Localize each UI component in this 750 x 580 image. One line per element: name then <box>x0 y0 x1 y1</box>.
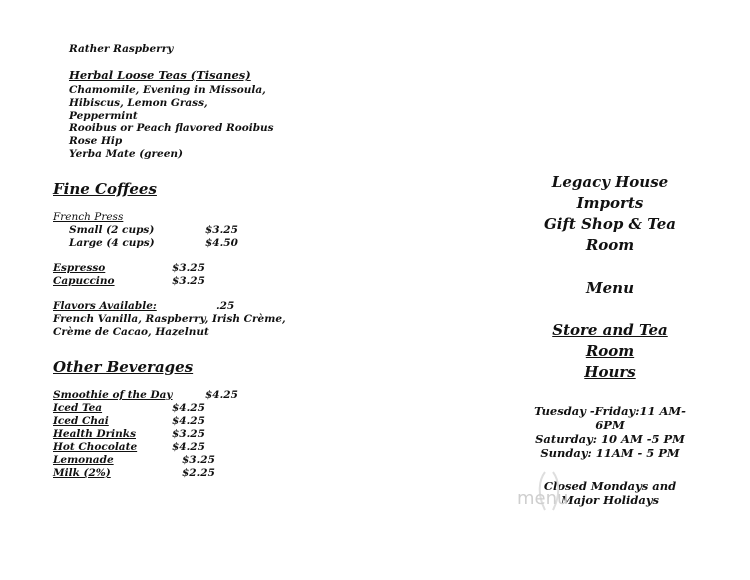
beverage-price: $4.25 <box>172 402 205 414</box>
title-line: Legacy House <box>551 173 669 191</box>
herbal-line: Rose Hip <box>69 135 123 147</box>
beverage-label: Health Drinks <box>53 428 136 440</box>
business-title <box>495 172 725 256</box>
hours-line: Tuesday -Friday:11 AM- <box>534 404 686 418</box>
beverage-price: $2.25 <box>182 467 215 479</box>
hours-heading <box>495 320 725 383</box>
beverage-label: Iced Chai <box>53 415 109 427</box>
flavors-line: Crème de Cacao, Hazelnut <box>53 326 209 338</box>
hours-title-line: Store and Tea <box>552 321 668 339</box>
large-price: $4.50 <box>205 237 238 249</box>
beverage-price: $4.25 <box>205 389 238 401</box>
menu-heading: Menu <box>586 279 634 297</box>
hours-title-line: Room <box>585 342 635 360</box>
beverage-price: $4.25 <box>172 441 205 453</box>
rather-raspberry: Rather Raspberry <box>69 43 174 55</box>
beverage-price: $3.25 <box>182 454 215 466</box>
closed-line: Major Holidays <box>561 493 659 507</box>
title-line: Gift Shop & Tea <box>543 215 677 233</box>
hours-line: Saturday: 10 AM -5 PM <box>535 432 685 446</box>
herbal-line: Chamomile, Evening in Missoula, <box>69 84 266 96</box>
beverage-label: Lemonade <box>53 454 114 466</box>
title-line: Imports <box>576 194 644 212</box>
beverage-price: $4.25 <box>172 415 205 427</box>
beverage-label: Milk (2%) <box>53 467 111 479</box>
watermark-text: menu <box>517 488 569 509</box>
capuccino-label: Capuccino <box>53 275 115 287</box>
herbal-line: Yerba Mate (green) <box>69 148 184 160</box>
flavors-price: .25 <box>216 300 235 312</box>
espresso-label: Espresso <box>53 262 106 274</box>
espresso-price: $3.25 <box>172 262 205 274</box>
other-beverages-heading: Other Beverages <box>53 358 194 376</box>
large-label: Large (4 cups) <box>69 237 155 249</box>
herbal-line: Peppermint <box>69 110 138 122</box>
closed-line: Closed Mondays and <box>543 479 677 493</box>
small-price: $3.25 <box>205 224 238 236</box>
french-press-heading: French Press <box>53 211 124 223</box>
hours-title-line: Hours <box>584 363 636 381</box>
beverage-label: Hot Chocolate <box>53 441 138 453</box>
capuccino-price: $3.25 <box>172 275 205 287</box>
herbal-teas-heading: Herbal Loose Teas (Tisanes) <box>69 68 251 82</box>
flavors-line: French Vanilla, Raspberry, Irish Crème, <box>53 313 286 325</box>
beverage-label: Iced Tea <box>53 402 103 414</box>
herbal-line: Hibiscus, Lemon Grass, <box>69 97 208 109</box>
beverage-price: $3.25 <box>172 428 205 440</box>
hours-line: 6PM <box>595 418 625 432</box>
store-hours <box>495 404 725 460</box>
beverage-label: Smoothie of the Day <box>53 389 173 401</box>
herbal-line: Rooibus or Peach flavored Rooibus <box>69 122 274 134</box>
flavors-label: Flavors Available: <box>53 300 157 312</box>
fine-coffees-heading: Fine Coffees <box>53 180 157 198</box>
hours-line: Sunday: 11AM - 5 PM <box>540 446 680 460</box>
small-label: Small (2 cups) <box>69 224 155 236</box>
title-line: Room <box>585 236 635 254</box>
